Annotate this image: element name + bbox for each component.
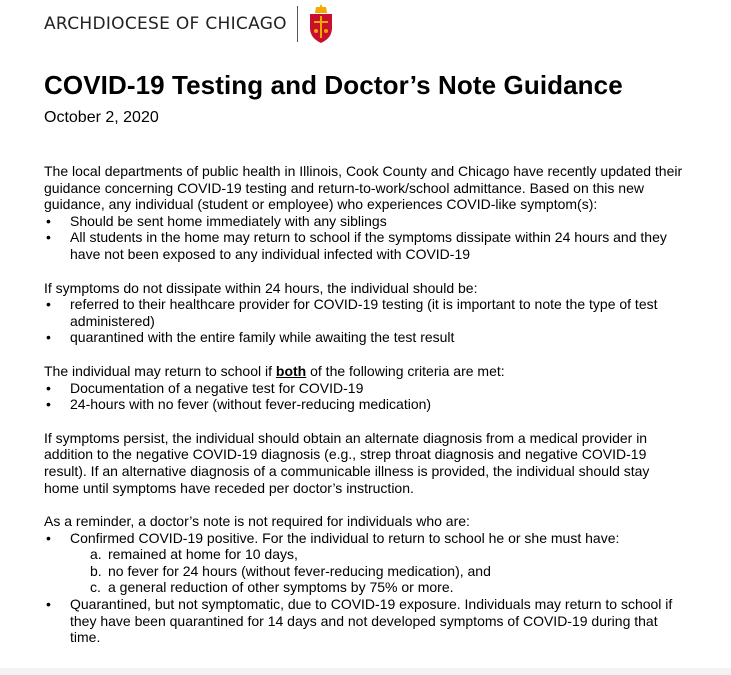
- bullet-icon: •: [46, 296, 51, 313]
- sub-list-item: c. a general reduction of other symptoms by 75% or more.: [90, 579, 454, 596]
- section3-list: [44, 380, 684, 413]
- bullet-icon: •: [46, 229, 51, 246]
- intro-list: [44, 213, 684, 263]
- bullet-icon: •: [46, 329, 51, 346]
- page-bottom-edge: [0, 668, 731, 675]
- list-item: • Documentation of a negative test for COVID-19: [46, 379, 364, 396]
- list-item: • Quarantined, but not symptomatic, due to COVID-19 exposure. Individuals may return to school if they have been quarantined for 14 days and not developed symptoms of COVID-19 during that time.: [46, 596, 673, 646]
- document-body: [44, 163, 684, 646]
- sub-list-item: b. no fever for 24 hours (without fever-reducing medication), and: [90, 562, 491, 579]
- bullet-icon: •: [46, 596, 51, 613]
- list-item: • quarantined with the entire family while awaiting the test result: [46, 329, 455, 346]
- section4-paragraph: If symptoms persist, the individual should obtain an alternate diagnosis from a medical provider in addition to the negative COVID-19 diagnosis (e.g., strep throat diagnosis and negative COVID-19 result). If an alternative diagnosis of a communicable illness is provided, the individual should stay home until symptoms have receded per doctor’s instruction.: [44, 429, 650, 496]
- document-header: [44, 0, 336, 48]
- intro-paragraph: The local departments of public health in Illinois, Cook County and Chicago have recently updated their guidance concerning COVID-19 testing and return-to-work/school admittance. Based on this new guidance, any individual (student or employee) who experiences COVID-like symptom(s):: [44, 163, 683, 213]
- list-item: • Confirmed COVID-19 positive. For the individual to return to school he or she must have:: [46, 529, 620, 546]
- sub-list: [44, 546, 684, 596]
- archdiocese-crest-icon: [306, 4, 336, 44]
- emphasis-both: both: [275, 362, 307, 379]
- list-item: • Should be sent home immediately with any siblings: [46, 212, 387, 229]
- list-item: • All students in the home may return to school if the symptoms dissipate within 24 hours and they have not been exposed to any individual infected with COVID-19: [46, 229, 667, 262]
- section2-list: [44, 296, 684, 346]
- sub-list-item: a. remained at home for 10 days,: [90, 546, 298, 563]
- section5-list: [44, 530, 684, 547]
- document-date: October 2, 2020: [44, 109, 159, 126]
- bullet-icon: •: [46, 529, 51, 546]
- bullet-icon: •: [46, 212, 51, 229]
- org-name: ARCHDIOCESE OF CHICAGO: [44, 14, 287, 34]
- section2-paragraph: If symptoms do not dissipate within 24 hours, the individual should be:: [44, 279, 478, 296]
- list-item: • referred to their healthcare provider for COVID-19 testing (it is important to note the type of test administered): [46, 296, 658, 329]
- section5-paragraph: As a reminder, a doctor’s note is not required for individuals who are:: [44, 513, 470, 530]
- list-item: • 24-hours with no fever (without fever-reducing medication): [46, 396, 432, 413]
- section3-paragraph: The individual may return to school if both of the following criteria are met:: [44, 362, 505, 379]
- document-title: COVID-19 Testing and Doctor’s Note Guidance: [44, 70, 623, 100]
- bullet-icon: •: [46, 396, 51, 413]
- header-divider: [297, 6, 298, 42]
- section5-list-2: [44, 596, 684, 646]
- bullet-icon: •: [46, 379, 51, 396]
